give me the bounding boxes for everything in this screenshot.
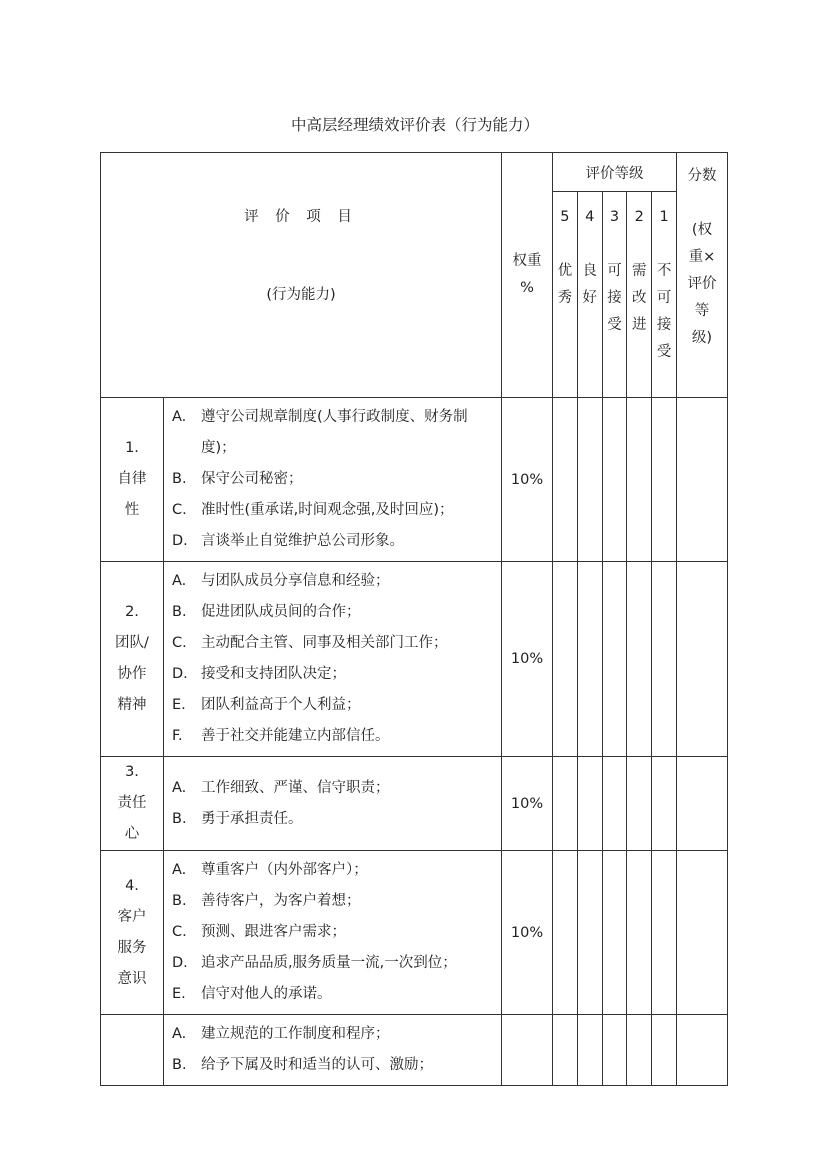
criteria-text: 给予下属及时和适当的认可、激励； [201,1057,433,1073]
category-line: 团队/ [115,635,149,651]
grade-label-char: 不 [656,263,672,279]
criteria-item [172,659,495,690]
score-input-cell [677,562,728,757]
category-cell [101,851,164,1015]
criteria-text: 工作细致、严谨、信守职责； [201,779,390,796]
weight-cell: 10% [502,851,553,1015]
criteria-item [172,566,495,597]
header-item-cell [101,153,502,398]
grade-label-char: 优 [557,263,573,279]
items-cell [164,851,502,1015]
criteria-text: 预测、跟进客户需求； [201,924,346,940]
table-row [101,398,728,562]
grade-input-cell [602,1015,627,1086]
grade-input-cell [577,757,602,851]
criteria-letter: A. [172,779,187,796]
grade-input-cell [652,851,677,1015]
grade-spacer [578,231,602,258]
grade-label-char: 可 [656,290,672,306]
criteria-text: 接受和支持团队决定； [201,666,346,682]
grade-1-header [652,192,677,398]
criteria-item [172,917,495,948]
grade-input-cell [553,851,578,1015]
criteria-letter: B. [172,471,187,487]
criteria-item [172,402,495,464]
grade-input-cell [627,398,652,562]
grade-input-cell [553,1015,578,1086]
criteria-item [172,495,495,526]
criteria-item [172,464,495,495]
grade-input-cell [602,851,627,1015]
grade-number: 2 [634,209,644,225]
grade-input-cell [627,757,652,851]
grade-number: 1 [659,209,669,225]
grade-input-cell [627,562,652,757]
grade-input-cell [652,562,677,757]
category-line: 心 [124,826,140,842]
criteria-letter: B. [172,893,187,909]
items-cell [164,562,502,757]
header-weight-unit: % [520,280,534,296]
criteria-letter: D. [172,666,188,682]
grade-input-cell [602,757,627,851]
grade-label-char: 需 [632,263,647,279]
grade-label-char: 进 [632,317,647,333]
score-input-cell [677,398,728,562]
grade-number: 3 [609,209,620,225]
weight-cell: 10% [502,398,553,562]
category-cell [101,398,164,562]
header-score [677,153,728,398]
criteria-letter: A. [172,409,187,425]
criteria-letter: E. [172,986,186,1002]
category-line: 自律 [117,471,147,487]
criteria-text: 促进团队成员间的合作； [201,604,361,620]
grade-label-char: 好 [582,290,597,306]
criteria-text: 信守对他人的承诺。 [201,986,332,1002]
criteria-letter: D. [172,955,188,971]
criteria-letter: C. [172,502,187,518]
grade-input-cell [553,757,578,851]
category-cell [101,757,164,851]
category-line: 协作 [117,666,147,682]
criteria-letter: B. [172,1057,187,1073]
evaluation-table [100,152,728,1086]
criteria-letter: D. [172,533,188,549]
grade-label-char: 可 [607,263,622,279]
score-input-cell [677,851,728,1015]
grade-3-header [602,192,627,398]
criteria-item [172,979,495,1010]
category-line: 客户 [117,908,147,925]
items-cell [164,398,502,562]
criteria-letter: E. [172,697,186,713]
criteria-item [172,597,495,628]
criteria-text: 遵守公司规章制度(人事行政制度、财务制度)； [201,409,468,456]
grade-input-cell [627,1015,652,1086]
criteria-text: 言谈举止自觉维护总公司形象。 [201,533,404,549]
table-row [101,757,728,851]
grade-number: 4 [585,209,595,225]
criteria-item [172,690,495,721]
grade-input-cell [553,398,578,562]
header-score-line: (权 [691,222,713,238]
category-line: 性 [124,502,140,518]
grade-input-cell [652,757,677,851]
criteria-item [172,948,495,979]
category-cell [101,562,164,757]
category-line: 精神 [117,697,147,713]
category-line: 责任 [117,795,147,811]
criteria-text: 准时性(重承诺,时间观念强,及时回应)； [201,502,454,518]
table-row [101,1015,728,1086]
table-row [101,851,728,1015]
weight-cell [502,1015,553,1086]
category-line: 3. [125,764,139,780]
category-line: 服务 [117,939,147,956]
criteria-item [172,804,495,835]
criteria-text: 尊重客户（内外部客户）； [201,862,368,878]
grade-label-char: 接 [656,317,672,333]
header-score-line: 分数 [687,168,717,184]
criteria-item [172,1050,495,1081]
weight-cell: 10% [502,757,553,851]
grade-input-cell [577,562,602,757]
score-input-cell [677,757,728,851]
grade-input-cell [553,562,578,757]
criteria-letter: F. [172,728,183,744]
category-line: 1. [125,440,139,456]
criteria-item [172,855,495,886]
criteria-text: 追求产品品质,服务质量一流,一次到位； [201,955,457,971]
criteria-letter: B. [172,604,187,620]
header-row-1 [101,153,728,192]
criteria-letter: B. [172,810,187,827]
grade-5-header [553,192,578,398]
grade-input-cell [652,398,677,562]
criteria-item [172,886,495,917]
criteria-text: 主动配合主管、同事及相关部门工作； [201,635,448,651]
header-score-line [677,190,727,217]
criteria-text: 建立规范的工作制度和程序； [201,1026,390,1042]
header-score-line: 评价 [687,276,717,292]
grade-spacer [553,231,577,258]
weight-cell: 10% [502,562,553,757]
page-title: 中高层经理绩效评价表（行为能力） [290,116,539,134]
grade-input-cell [577,398,602,562]
criteria-text: 团队利益高于个人利益； [201,697,361,713]
grade-label-char: 改 [632,290,647,306]
grade-label-char: 接 [607,290,622,306]
criteria-letter: A. [172,862,187,878]
grade-input-cell [577,851,602,1015]
criteria-item [172,773,495,804]
table-row [101,562,728,757]
criteria-text: 善于社交并能建立内部信任。 [201,728,390,744]
criteria-text: 与团队成员分享信息和经验； [201,573,390,589]
criteria-letter: C. [172,924,187,940]
criteria-text: 保守公司秘密； [201,471,303,487]
grade-number: 5 [560,209,570,225]
criteria-item [172,721,495,752]
grade-spacer [603,231,627,258]
criteria-item [172,526,495,557]
grade-input-cell [602,562,627,757]
header-weight-label: 权重 [512,253,542,269]
score-input-cell [677,1015,728,1086]
grade-label-char: 受 [656,344,672,360]
grade-input-cell [577,1015,602,1086]
grade-label-char: 良 [582,263,597,279]
category-line: 2. [125,604,139,620]
grade-4-header [577,192,602,398]
criteria-letter: A. [172,1026,187,1042]
grade-spacer [652,231,676,258]
header-grade-title: 评价等级 [553,153,677,192]
header-item-title: 评 价 项 目 [244,209,358,225]
criteria-item [172,1019,495,1050]
grade-input-cell [652,1015,677,1086]
header-score-line: 等 [694,303,710,319]
category-line: 意识 [117,970,147,987]
header-score-line: 重× [688,249,716,265]
criteria-letter: A. [172,573,187,589]
header-score-line: 级) [691,330,713,346]
header-item-subtitle: (行为能力) [266,287,336,303]
category-line: 4. [125,877,139,894]
grade-label-char: 秀 [557,290,573,306]
header-weight [502,153,553,398]
grade-spacer [627,231,651,258]
grade-2-header [627,192,652,398]
grade-input-cell [627,851,652,1015]
criteria-text: 善待客户，为客户着想； [201,893,361,909]
grade-input-cell [602,398,627,562]
criteria-item [172,628,495,659]
items-cell [164,757,502,851]
category-cell [101,1015,164,1086]
criteria-text: 勇于承担责任。 [201,810,303,827]
criteria-letter: C. [172,635,187,651]
items-cell [164,1015,502,1086]
grade-label-char: 受 [607,317,622,333]
